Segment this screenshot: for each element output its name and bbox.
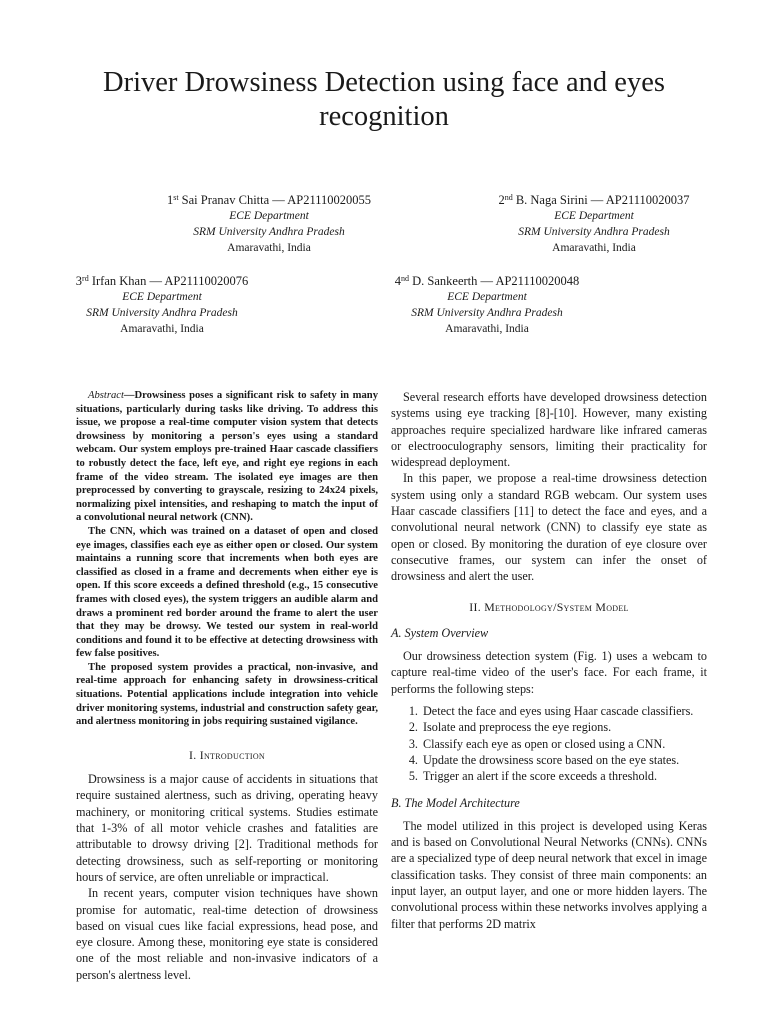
author-loc: Amaravathi, India xyxy=(552,242,636,254)
abstract-paragraph: Abstract—Drowsiness poses a significant risk to safety in many situations, particularly during tasks like driving. To address this issue, we propose a real-time computer vision system that detects drowsiness by monitoring a person's eyes using a standard webcam. Our system employs pre-trained Haar cascade classifiers to robustly detect the face, left eye, and right eye regions in each frame of the video stream. The isolated eye images are then preprocessed by converting to grayscale, resizing to 24x24 pixels, normalizing pixel intensities, and reshaping to match the input of a convolutional neural network (CNN). xyxy=(76,390,378,524)
subsection-heading-system-overview: A. System Overview xyxy=(391,625,489,640)
steps-list xyxy=(391,703,707,784)
body-paragraph: In recent years, computer vision techniques have shown promise for automatic, real-time detection of drowsiness based on visual cues like facial expressions, head pose, and eye closure. Among these, monitoring eye state is considered one of the most reliable and non-invasive indicators of a person's alertness level. xyxy=(76,886,378,982)
paper-title: Driver Drowsiness Detection using face and eyes recognition xyxy=(103,67,665,132)
list-item: 5. Trigger an alert if the score exceeds a threshold. xyxy=(421,768,707,784)
list-item: 2. Isolate and preprocess the eye regions. xyxy=(421,719,707,735)
author-univ: SRM University Andhra Pradesh xyxy=(193,226,345,238)
body-paragraph: Drowsiness is a major cause of accidents in situations that require sustained alertness, such as driving, operating heavy machinery, or monitoring critical systems. Studies estimate that 1-3% of all motor vehicle crashes and fatalities are attributable to drowsy driving [2]. Traditional methods for detecting drowsiness, such as self-reporting or monitoring hours of service, are often unreliable or impractical. xyxy=(76,772,378,884)
body-paragraph: Our drowsiness detection system (Fig. 1) uses a webcam to capture real-time video of the user's face. For each frame, it performs the following steps: xyxy=(391,649,707,696)
author-loc: Amaravathi, India xyxy=(227,242,311,254)
subsection-heading-model-architecture: B. The Model Architecture xyxy=(391,795,520,810)
section-heading-methodology: II. Methodology/System Model xyxy=(469,599,629,614)
left-column xyxy=(76,389,378,983)
author-dept: ECE Department xyxy=(554,210,634,222)
abstract-paragraph: The CNN, which was trained on a dataset of open and closed eye images, classifies each eye as either open or closed. Our system maintains a running score that increments when both eyes are classified as closed in a frame and decrements when either eye is open. If this score exceeds a defined threshold (e.g., 15 consecutive frames with closed eyes), the system triggers an audible alarm and draws a prominent red border around the frame to alert the user that they may be drowsy. We tested our system in real-world conditions and found it to be effective at detecting drowsiness with few false positives. xyxy=(76,525,378,660)
body-paragraph: In this paper, we propose a real-time drowsiness detection system using only a standard RGB webcam. Our system uses Haar cascade classifiers [11] to detect the face and eyes, and a convolutional neural network (CNN) to classify eye state as open or closed. By monitoring the duration of eye closure over consecutive frames, our system can infer the onset of drowsiness and alert the user. xyxy=(391,471,707,584)
author-name: 2nd B. Naga Sirini — AP21110020037 xyxy=(498,193,690,207)
author-name: 4nd D. Sankeerth — AP21110020048 xyxy=(394,274,580,288)
author-univ: SRM University Andhra Pradesh xyxy=(518,226,670,238)
list-item: 3. Classify each eye as open or closed using a CNN. xyxy=(421,736,707,752)
author-dept: ECE Department xyxy=(447,291,527,303)
section-heading-introduction: I. Introduction xyxy=(188,747,266,762)
author-loc: Amaravathi, India xyxy=(120,323,204,335)
abstract xyxy=(76,389,378,729)
author-univ: SRM University Andhra Pradesh xyxy=(86,307,238,319)
body-paragraph: The model utilized in this project is developed using Keras and is based on Convolutional Neural Networks (CNNs). CNNs are a specialized type of deep neural network that excel in image classification tasks. They consist of three main components: an input layer, an output layer, and one or more hidden layers. The convolutional process within these networks involves applying a filter that performs 2D matrix xyxy=(391,818,707,931)
abstract-paragraph: The proposed system provides a practical, non-invasive, and real-time approach for enhancing safety in drowsiness-critical situations. Potential applications include integration into vehicle driver monitoring systems, industrial and construction safety gear, and alertness monitoring in jobs requiring sustained vigilance. xyxy=(76,661,378,728)
author-block-4 xyxy=(374,273,600,337)
author-block-3 xyxy=(54,273,270,337)
author-name: 3rd Irfan Khan — AP21110020076 xyxy=(75,274,249,288)
author-name: 1st Sai Pranav Chitta — AP21110020055 xyxy=(166,193,372,207)
author-block-1 xyxy=(148,192,390,256)
body-paragraph: Several research efforts have developed drowsiness detection systems using eye tracking [8]-[10]. However, many existing approaches require specialized hardware like infrared cameras or electrooculography sensors, limiting their practicality for widespread deployment. xyxy=(391,390,707,470)
author-loc: Amaravathi, India xyxy=(445,323,529,335)
list-item: 4. Update the drowsiness score based on the eye states. xyxy=(421,752,707,768)
list-item: 1. Detect the face and eyes using Haar cascade classifiers. xyxy=(421,703,707,719)
author-dept: ECE Department xyxy=(122,291,202,303)
author-univ: SRM University Andhra Pradesh xyxy=(411,307,563,319)
author-block-2 xyxy=(474,192,714,256)
author-dept: ECE Department xyxy=(229,210,309,222)
abstract-label: Abstract xyxy=(88,390,124,401)
right-column xyxy=(391,389,707,932)
